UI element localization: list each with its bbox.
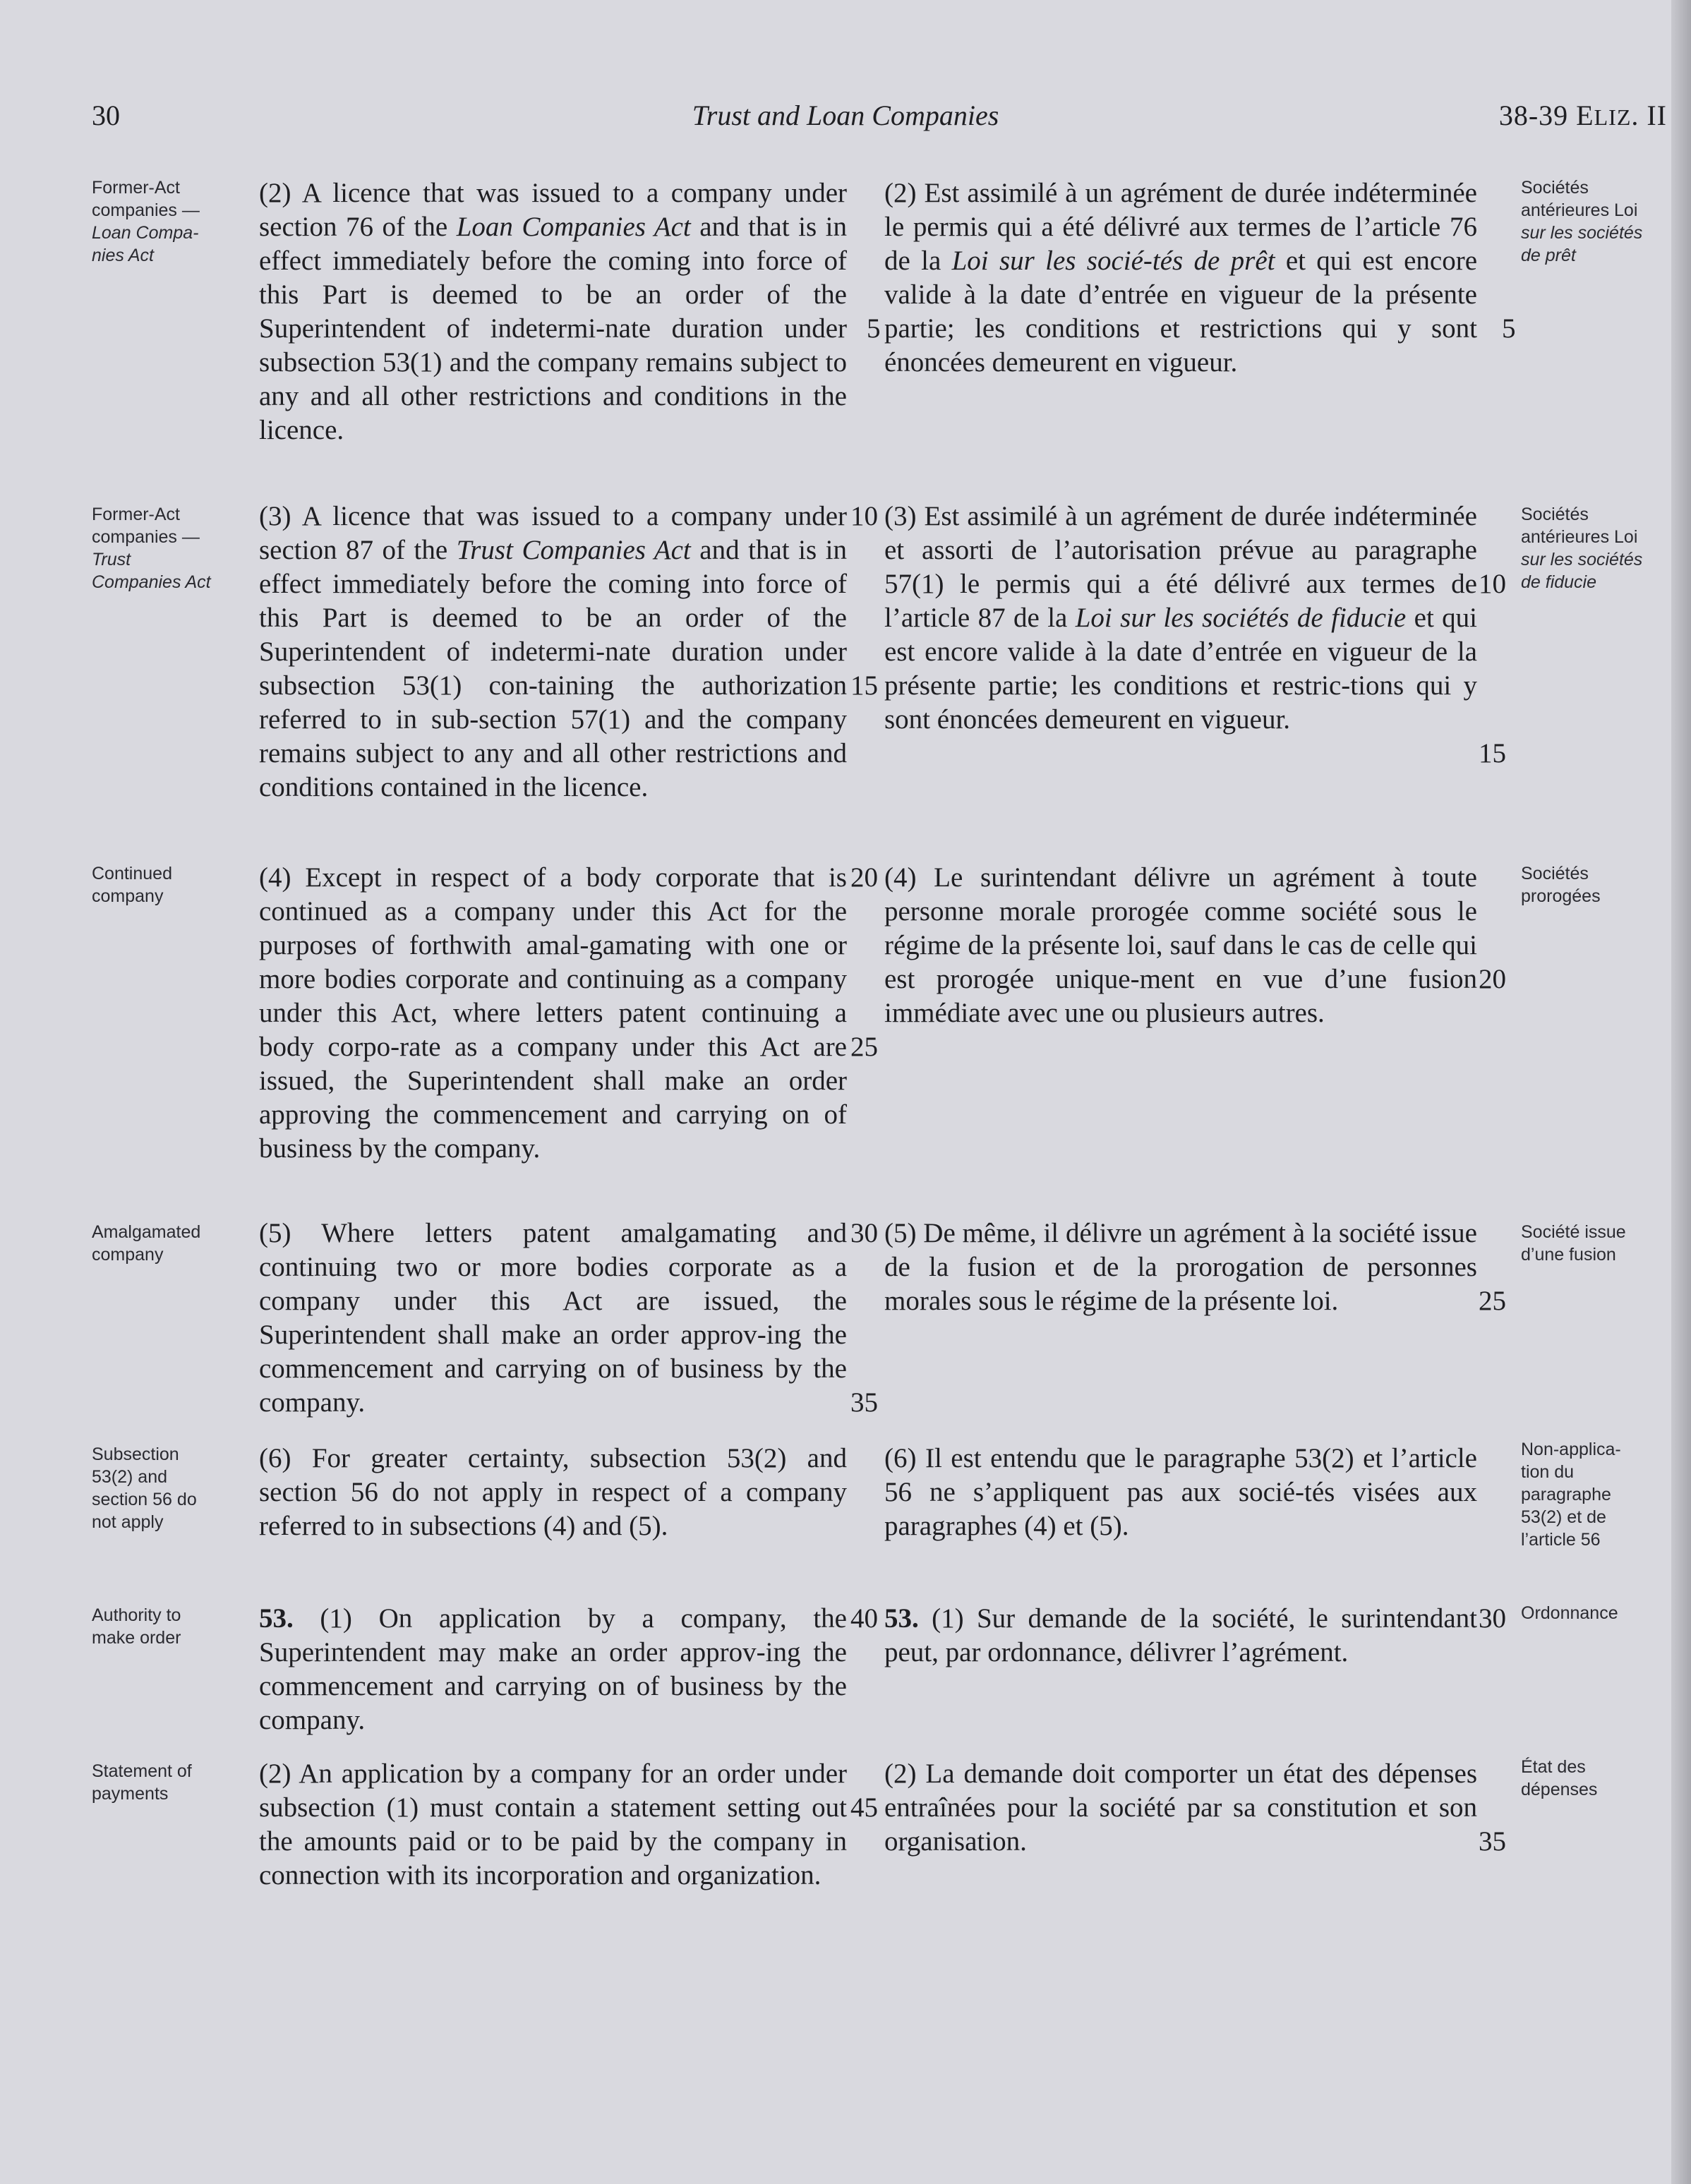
paragraph-fr: (2) Est assimilé à un agrément de durée indéterminée le permis qui a été délivré aux termes de l’article 76 de la Loi sur les socié-tés de prêt et qui est encore valide à la date d’entrée en vigueur de la présente partie; les conditions et restrictions qui y sont énoncées demeurent en vigueur. xyxy=(884,178,1477,378)
paragraph-en: (6) For greater certainty, subsection 53(2) and section 56 do not apply in respect of a company referred to in subsections (4) and (5). xyxy=(259,1443,847,1541)
margin-note-en: Amalgamated company xyxy=(92,1222,201,1265)
line-number: 20 xyxy=(850,862,878,893)
line-number: 25 xyxy=(850,1032,878,1062)
margin-note-en: Subsection 53(2) and section 56 do not apply xyxy=(92,1444,197,1532)
line-number: 30 xyxy=(1479,1603,1506,1634)
paragraph-fr: (6) Il est entendu que le paragraphe 53(2) et l’article 56 ne s’appliquent pas aux socié-tés visées aux paragraphes (4) et (5). xyxy=(884,1443,1477,1541)
margin-note-fr: État des dépenses xyxy=(1521,1757,1598,1799)
paragraph-en: (3) A licence that was issued to a company under section 87 of the Trust Companies Act and that is in effect immediately before the coming into force of this Part is deemed to be an order of the Superintendent of indetermi-nate duration under subsection 53(1) con-taining the authorization referred to in sub-section 57(1) and the company remains subject to any and all other restrictions and conditions contained in the licence. xyxy=(259,501,847,802)
page-number: 30 xyxy=(92,99,120,131)
margin-note-fr: Sociétés prorogées xyxy=(1521,864,1601,906)
margin-note-fr: Sociétés antérieures Loi sur les sociétés de fiducie xyxy=(1521,505,1643,592)
regnal-prefix: 38-39 E xyxy=(1498,99,1594,131)
line-number: 40 xyxy=(850,1603,878,1634)
line-number: 35 xyxy=(1479,1826,1506,1857)
margin-note-en: Continued company xyxy=(92,864,172,906)
paragraph-en: (2) An application by a company for an order under subsection (1) must contain a statement setting out the amounts paid or to be paid by the company in connection with its incorporation and organization. xyxy=(259,1758,847,1890)
line-number: 35 xyxy=(850,1387,878,1418)
margin-note-en: Former-Act companies — Trust Companies Act xyxy=(92,505,211,592)
margin-note-en: Statement of payments xyxy=(92,1761,192,1804)
paragraph-en: (5) Where letters patent amalgamating and continuing two or more bodies corporate as a company under this Act are issued, the Superintendent shall make an order approv-ing the commencement and carrying on of business by the company. xyxy=(259,1218,847,1418)
paragraph-fr: (2) La demande doit comporter un état des dépenses entraînées pour la société par sa constitution et son organisation. xyxy=(884,1758,1477,1857)
regnal-small-caps: LIZ xyxy=(1594,104,1632,130)
line-number: 15 xyxy=(1479,738,1506,768)
paragraph-fr: (3) Est assimilé à un agrément de durée indéterminée et assorti de l’autorisation prévue au paragraphe 57(1) le permis qui a été délivré aux termes de l’article 87 de la Loi sur les sociétés de fiducie et qui est encore valide à la date d’entrée en vigueur de la présente partie; les conditions et restric-tions qui y sont énoncées demeurent en vigueur. xyxy=(884,501,1477,735)
line-number: 5 xyxy=(1502,313,1516,344)
margin-note-fr: Ordonnance xyxy=(1521,1603,1618,1623)
page-header xyxy=(0,99,1691,141)
line-number: 25 xyxy=(1479,1286,1506,1316)
line-number: 30 xyxy=(850,1218,878,1248)
margin-note-en: Former-Act companies — Loan Compa- nies Act xyxy=(92,178,200,265)
running-title: Trust and Loan Companies xyxy=(692,99,999,131)
margin-note-en: Authority to make order xyxy=(92,1605,181,1648)
section-number: 53. xyxy=(259,1603,294,1634)
paragraph-fr: 53. (1) Sur demande de la société, le surintendant peut, par ordonnance, délivrer l’agrément. xyxy=(884,1603,1477,1667)
paragraph-fr: (4) Le surintendant délivre un agrément à toute personne morale prorogée comme société sous le régime de la présente loi, sauf dans le cas de celle qui est prorogée unique-ment en vue d’une fusion immédiate avec une ou plusieurs autres. xyxy=(884,862,1477,1028)
line-number: 10 xyxy=(1479,569,1506,599)
regnal-suffix: . II xyxy=(1631,99,1667,131)
margin-note-fr: Sociétés antérieures Loi sur les sociétés de prêt xyxy=(1521,178,1643,265)
regnal-year xyxy=(1499,99,1667,132)
paragraph-fr: (5) De même, il délivre un agrément à la société issue de la fusion et de la prorogation de personnes morales sous le régime de la présente loi. xyxy=(884,1218,1477,1316)
paragraph-en: (4) Except in respect of a body corporate that is continued as a company under this Act for the purposes of forthwith amal-gamating with one or more bodies corporate and continuing as a company under this Act, where letters patent continuing a body corpo-rate as a company under this Act are issued, the Superintendent shall make an order approving the commencement and carrying on of business by the company. xyxy=(259,862,847,1164)
line-number: 15 xyxy=(850,670,878,701)
line-number: 10 xyxy=(850,501,878,531)
line-number: 45 xyxy=(850,1792,878,1823)
margin-note-fr: Non-applica- tion du paragraphe 53(2) et de l’article 56 xyxy=(1521,1440,1621,1550)
line-number: 20 xyxy=(1479,964,1506,994)
page-edge-shadow xyxy=(1671,0,1691,2184)
section-number: 53. xyxy=(884,1603,919,1634)
paragraph-en: (2) A licence that was issued to a company under section 76 of the Loan Companies Act and that is in effect immediately before the coming into force of this Part is deemed to be an order of the Superintendent of indetermi-nate duration under subsection 53(1) and the company remains subject to any and all other restrictions and conditions in the licence. xyxy=(259,178,847,445)
line-number: 5 xyxy=(867,313,881,344)
paragraph-en: 53. (1) On application by a company, the Superintendent may make an order approv-ing the commencement and carrying on of business by the company. xyxy=(259,1603,847,1735)
margin-note-fr: Société issue d’une fusion xyxy=(1521,1222,1626,1265)
